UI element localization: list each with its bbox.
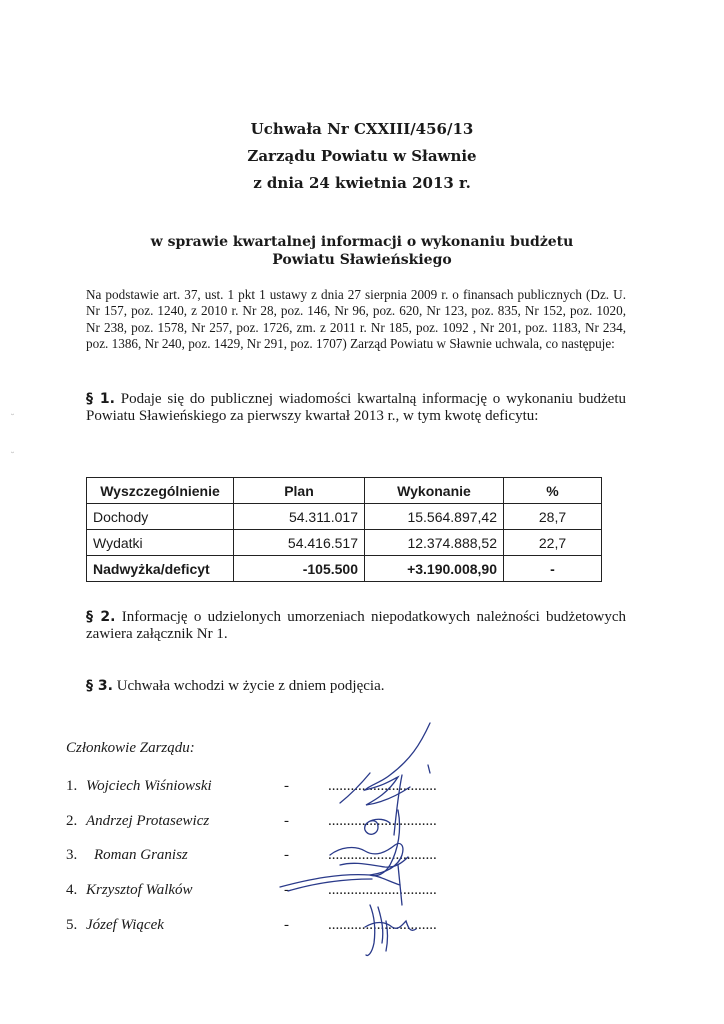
member-name: Andrzej Protasewicz: [86, 813, 210, 829]
section-3-label: § 3.: [86, 678, 113, 694]
cell-execution: +3.190.008,90: [365, 556, 504, 582]
resolution-date: z dnia 24 kwietnia 2013 r.: [253, 174, 471, 192]
col-header-percent: %: [504, 478, 602, 504]
table-header-row: [87, 478, 602, 504]
signature-line: .............................: [328, 847, 437, 863]
member-name: Józef Wiącek: [86, 917, 164, 933]
signature-line: .............................: [328, 917, 437, 933]
member-index: 2.: [66, 813, 78, 829]
member-dash: -: [284, 847, 289, 863]
member-index: 4.: [66, 882, 78, 898]
member-dash: -: [284, 813, 289, 829]
section-2-label: § 2.: [86, 609, 116, 625]
section-3-text: Uchwała wchodzi w życie z dniem podjęcia.: [116, 678, 385, 694]
subject-line-2: Powiatu Sławieńskiego: [272, 252, 452, 268]
table-row: [87, 530, 602, 556]
table-row-total: [87, 556, 602, 582]
cell-item: Wydatki: [87, 530, 234, 556]
section-1-text: Podaje się do publicznej wiadomości kwartalną informację o wykonaniu budżetu Powiatu Sławieńskiego za pierwszy kwartał 2013 r., w tym kwotę deficytu:: [86, 391, 627, 424]
col-header-plan: Plan: [234, 478, 365, 504]
cell-plan: 54.311.017: [234, 504, 365, 530]
signature-line: .............................: [328, 882, 437, 898]
member-dash: -: [284, 882, 289, 898]
section-2: [86, 609, 626, 643]
member-name: Roman Granisz: [94, 847, 188, 863]
member-dash: -: [284, 917, 289, 933]
table-row: [87, 504, 602, 530]
section-1: [86, 391, 626, 425]
member-dash: -: [284, 778, 289, 794]
cell-percent: 28,7: [504, 504, 602, 530]
member-index: 3.: [66, 847, 78, 863]
section-1-label: § 1.: [86, 391, 115, 407]
cell-percent: 22,7: [504, 530, 602, 556]
handwritten-signatures: [270, 715, 450, 965]
member-index: 5.: [66, 917, 78, 933]
cell-item: Dochody: [87, 504, 234, 530]
section-3: [86, 678, 626, 695]
cell-execution: 12.374.888,52: [365, 530, 504, 556]
subject-line-1: w sprawie kwartalnej informacji o wykonaniu budżetu: [150, 234, 574, 250]
section-2-text: Informację o udzielonych umorzeniach niepodatkowych należności budżetowych zawiera załącznik Nr 1.: [86, 609, 627, 642]
cell-plan: -105.500: [234, 556, 365, 582]
signature-line: .............................: [328, 813, 437, 829]
col-header-item: Wyszczególnienie: [87, 478, 234, 504]
scan-mark: ˘: [10, 414, 15, 425]
member-index: 1.: [66, 778, 78, 794]
cell-execution: 15.564.897,42: [365, 504, 504, 530]
cell-plan: 54.416.517: [234, 530, 365, 556]
members-title: Członkowie Zarządu:: [66, 740, 195, 756]
member-name: Wojciech Wiśniowski: [86, 778, 212, 794]
cell-item: Nadwyżka/deficyt: [87, 556, 234, 582]
signature-line: .............................: [328, 778, 437, 794]
cell-percent: -: [504, 556, 602, 582]
issuing-body: Zarządu Powiatu w Sławnie: [247, 147, 477, 165]
resolution-number: Uchwała Nr CXXIII/456/13: [250, 120, 474, 138]
col-header-execution: Wykonanie: [365, 478, 504, 504]
budget-table: [86, 477, 602, 582]
scan-mark: ˘: [10, 452, 15, 463]
preamble: Na podstawie art. 37, ust. 1 pkt 1 ustawy z dnia 27 sierpnia 2009 r. o finansach publicznych (Dz. U. Nr 157, poz. 1240, z 2010 r. Nr 28, poz. 146, Nr 96, poz. 620, Nr 123, poz. 835, Nr 152, poz. 1020, Nr 238, poz. 1578, Nr 257, poz. 1726, zm. z 2011 r. Nr 185, poz. 1092 , Nr 201, poz. 1183, Nr 234, poz. 1386, Nr 240, poz. 1429, Nr 291, poz. 1707) Zarząd Powiatu w Sławnie uchwala, co następuje:: [86, 287, 626, 351]
member-name: Krzysztof Walków: [86, 882, 193, 898]
